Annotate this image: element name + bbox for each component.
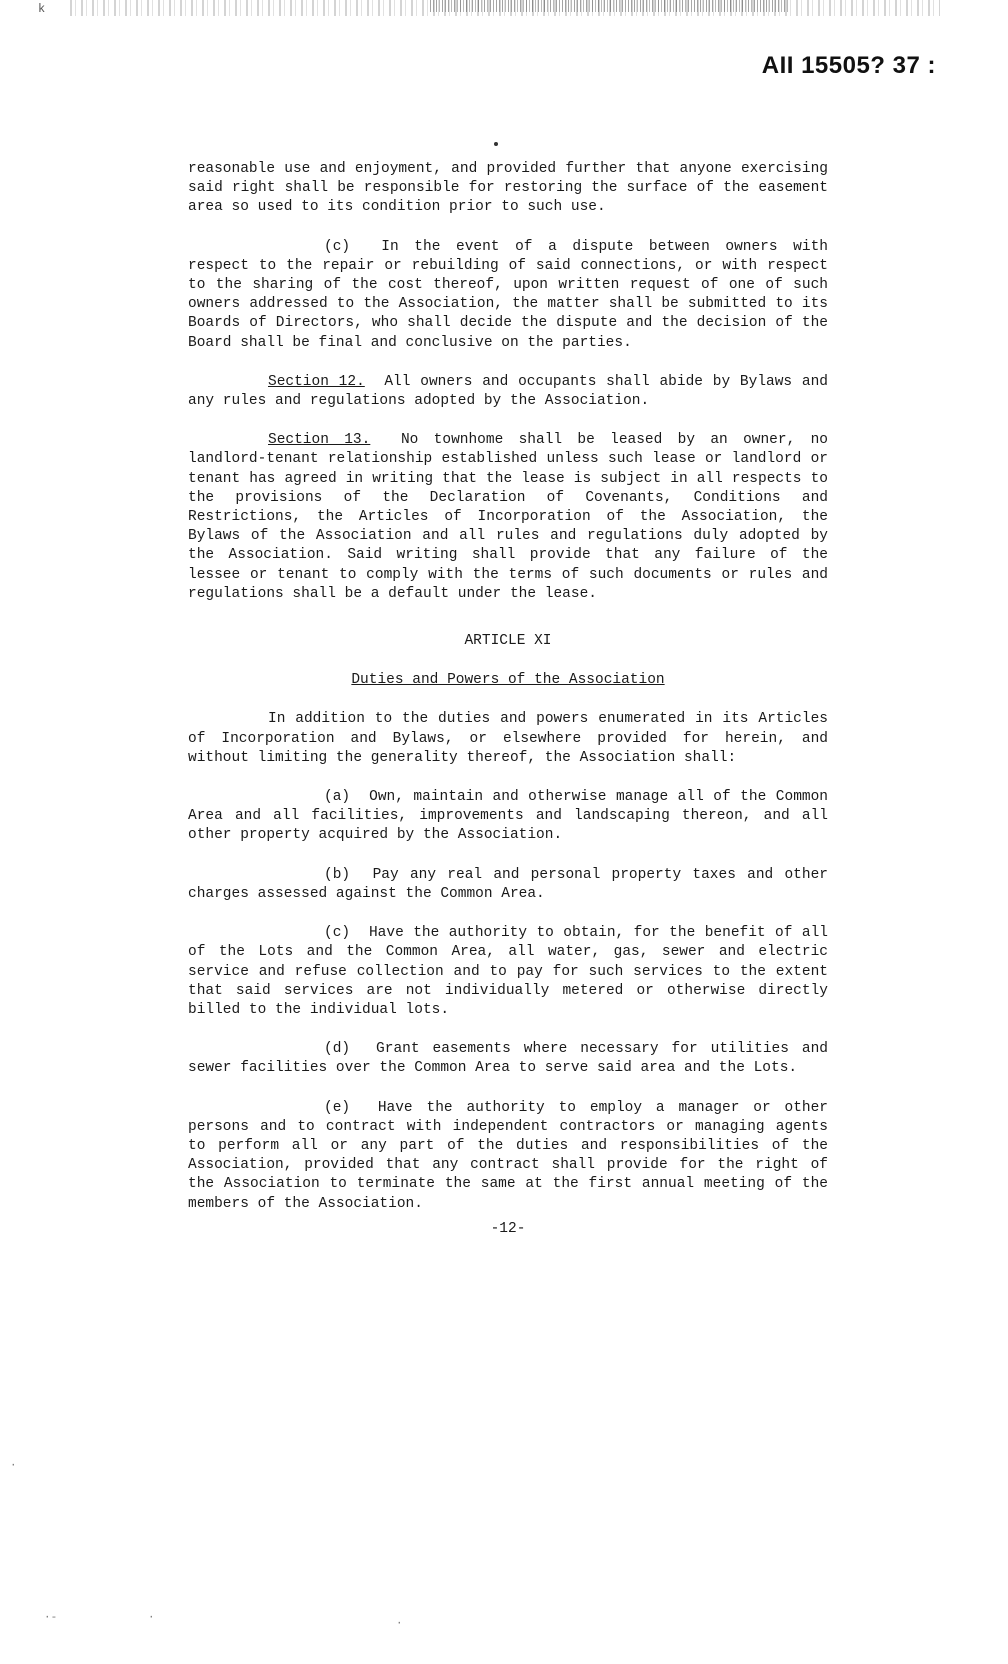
- article-heading: ARTICLE XI: [464, 633, 552, 650]
- item-text: Grant easements where necessary for utilities and sewer facilities over the Common Area to serve said area and the Lots.: [188, 1041, 828, 1077]
- section-13-text: No townhome shall be leased by an owner, no landlord-tenant relationship established unless such lease or landlord or tenant has agreed in writing that the lease is subject in all respects to the provisions of the Declaration of Covenants, Conditions and Restrictions, the Articles of Incorporation of the Association, the Bylaws of the Association and all rules and regulations duly adopted by the Association. Said writing shall provide that any failure of the lessee or tenant to comply with the terms of such documents or rules and regulations shall be a default under the lease.: [188, 432, 828, 602]
- item-label: (a): [324, 789, 351, 806]
- item-text: Have the authority to obtain, for the benefit of all of the Lots and the Common Area, all water, gas, sewer and electric service and refuse collection and to pay for such services to the extent that said services are not individually metered or otherwise directly billed to the individual lots.: [188, 925, 828, 1018]
- item-label: (b): [324, 866, 351, 883]
- scan-speck: ·: [10, 1460, 17, 1472]
- article-item-b: [188, 866, 828, 904]
- article-item-a: [188, 788, 828, 846]
- item-text: Own, maintain and otherwise manage all of the Common Area and all facilities, improvements and landscaping thereon, and all other property acquired by the Association.: [188, 789, 828, 844]
- article-title: Duties and Powers of the Association: [351, 672, 665, 689]
- section-12-label: Section 12.: [268, 373, 365, 390]
- continuation-paragraph: reasonable use and enjoyment, and provided further that anyone exercising said right shall be responsible for restoring the surface of the easement area so used to its condition prior to such use.: [188, 161, 828, 216]
- item-label: (c): [324, 925, 351, 942]
- paragraph-label: (c): [324, 238, 351, 255]
- page-content: [188, 160, 828, 1239]
- article-intro: In addition to the duties and powers enumerated in its Articles of Incorporation and Bylaws, or elsewhere provided for herein, and without limiting the generality thereof, the Association shall:: [188, 711, 828, 766]
- section-12: [188, 373, 828, 411]
- item-text: Pay any real and personal property taxes and other charges assessed against the Common Area.: [188, 866, 828, 902]
- document-number: AII 15505? 37 :: [761, 52, 936, 79]
- paragraph-text: In the event of a dispute between owners with respect to the repair or rebuilding of said connections, or with respect to the sharing of the cost thereof, upon written request of one of such owners addressed to the Association, the matter shall be submitted to its Boards of Directors, who shall decide the dispute and the decision of the Board shall be final and conclusive on the parties.: [188, 238, 828, 351]
- item-label: (e): [324, 1099, 351, 1116]
- item-text: Have the authority to employ a manager or other persons and to contract with independent contractors or managing agents to perform all or any part of the duties and responsibilities of the Association, provided that any contract shall provide for the right of the Association to terminate the same at the first annual meeting of the members of the Association.: [188, 1099, 829, 1212]
- paragraph-c-dispute: [188, 238, 828, 353]
- scan-speck: ·: [148, 1612, 155, 1624]
- page-number: -12-: [490, 1220, 526, 1237]
- corner-mark: k: [38, 2, 46, 16]
- article-item-c: [188, 924, 828, 1020]
- scan-speck: ·: [396, 1618, 403, 1630]
- section-12-text: All owners and occupants shall abide by Bylaws and any rules and regulations adopted by the Association.: [188, 373, 829, 410]
- scan-speck: ·-: [44, 1612, 58, 1624]
- article-item-d: [188, 1040, 828, 1078]
- dot-mark: [494, 142, 498, 146]
- item-label: (d): [324, 1041, 351, 1058]
- article-item-e: [188, 1099, 828, 1214]
- section-13-label: Section 13.: [268, 432, 371, 449]
- section-13: [188, 431, 828, 604]
- scan-noise-top-dense: [430, 0, 790, 12]
